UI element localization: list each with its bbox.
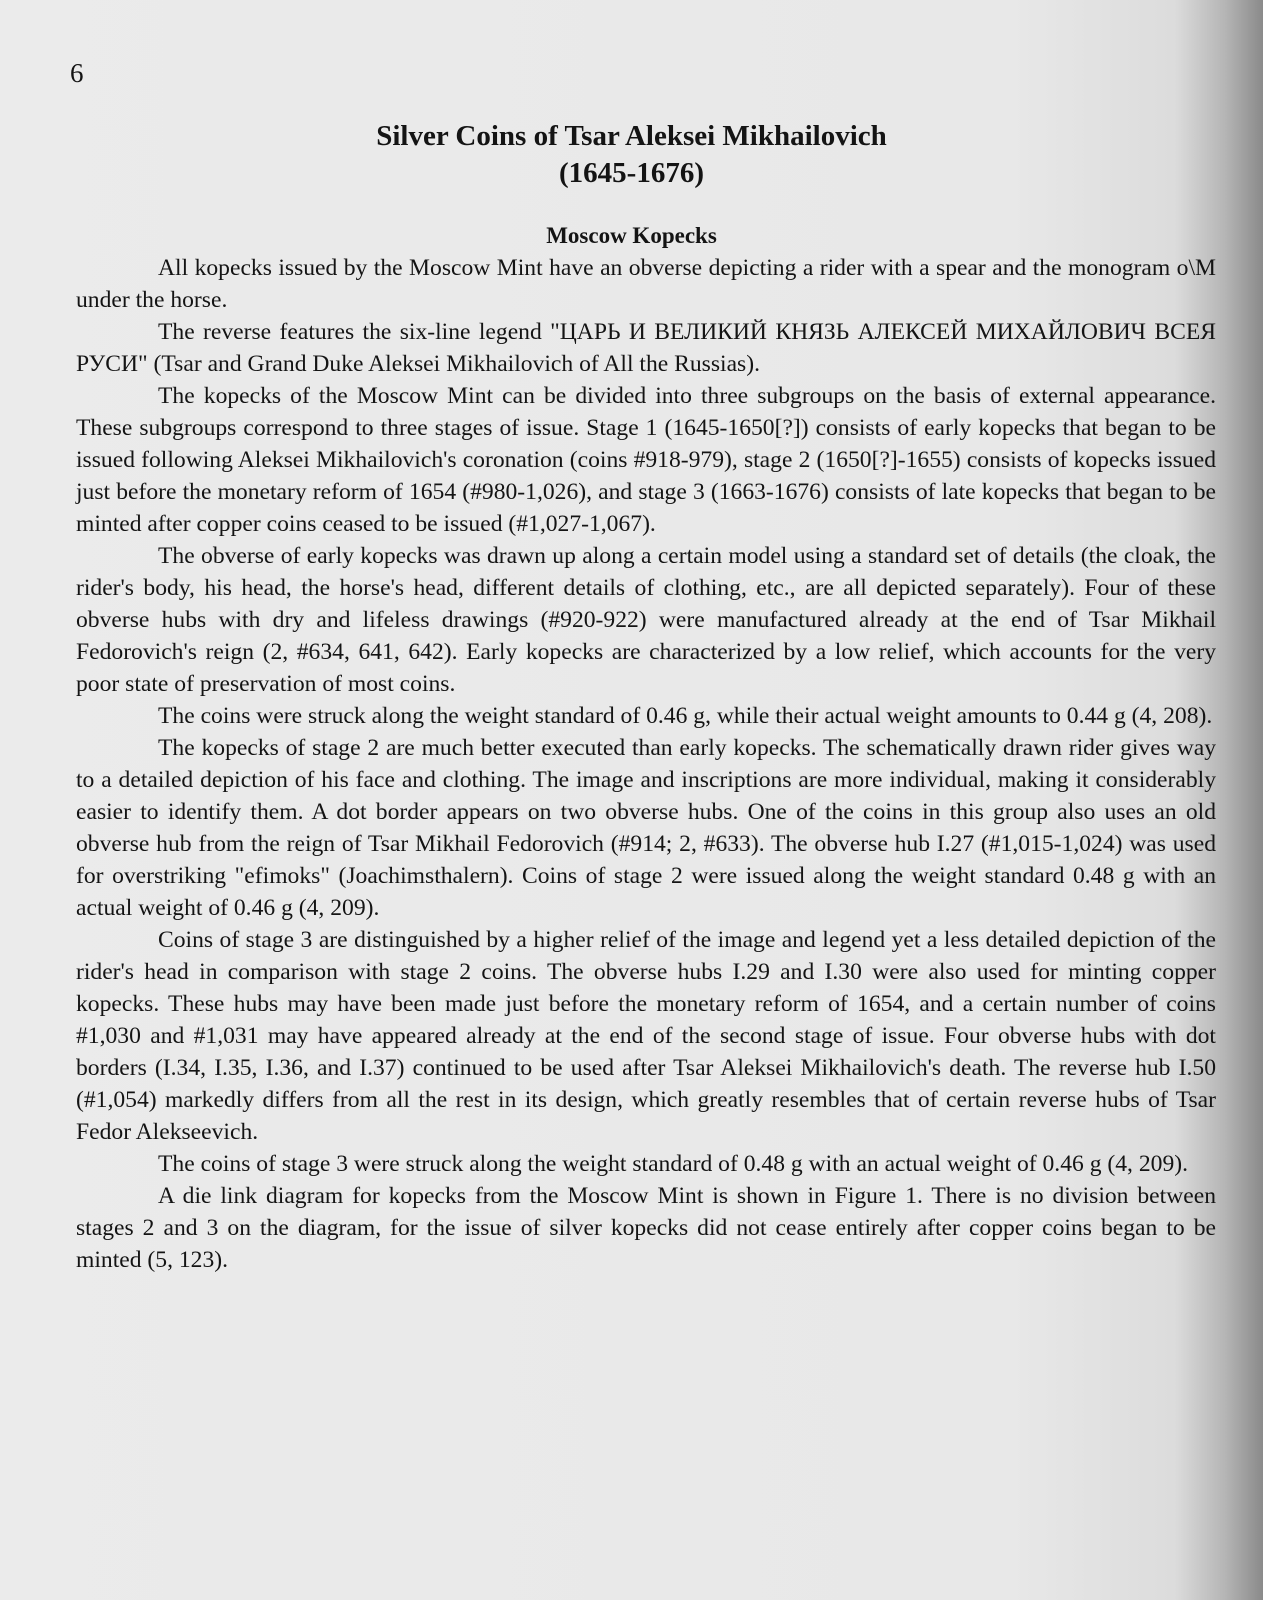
- paragraph-4: The obverse of early kopecks was drawn up along a certain model using a standard set of details (the cloak, the rider's body, his head, the horse's head, different details of clothing, etc., are all depicted separately). Four of these obverse hubs with dry and lifeless drawings (#920-922) were manufactured already at the end of Tsar Mikhail Fedorovich's reign (2, #634, 641, 642). Early kopecks are characterized by a low relief, which accounts for the very poor state of preservation of most coins.: [76, 543, 1216, 697]
- paragraph-1: All kopecks issued by the Moscow Mint have an obverse depicting a rider with a spear and the monogram o\M under the horse.: [76, 255, 1216, 313]
- body-text: [76, 252, 1216, 1276]
- page-number: 6: [70, 58, 84, 88]
- title-line-1: Silver Coins of Tsar Aleksei Mikhailovich: [376, 120, 887, 152]
- title-line-2: (1645-1676): [559, 157, 704, 189]
- paragraph-9: A die link diagram for kopecks from the Moscow Mint is shown in Figure 1. There is no division between stages 2 and 3 on the diagram, for the issue of silver kopecks did not cease entirely after copper coins began to be minted (5, 123).: [76, 1183, 1216, 1273]
- paragraph-8: The coins of stage 3 were struck along the weight standard of 0.48 g with an actual weight of 0.46 g (4, 209).: [158, 1151, 1188, 1177]
- paragraph-7: Coins of stage 3 are distinguished by a higher relief of the image and legend yet a less detailed depiction of the rider's head in comparison with stage 2 coins. The obverse hubs I.29 and I.30 were also used for minting copper kopecks. These hubs may have been made just before the monetary reform of 1654, and a certain number of coins #1,030 and #1,031 may have appeared already at the end of the second stage of issue. Four obverse hubs with dot borders (I.34, I.35, I.36, and I.37) continued to be used after Tsar Aleksei Mikhailovich's death. The reverse hub I.50 (#1,054) markedly differs from all the rest in its design, which greatly resembles that of certain reverse hubs of Tsar Fedor Alekseevich.: [76, 927, 1216, 1145]
- paragraph-3: The kopecks of the Moscow Mint can be divided into three subgroups on the basis of external appearance. These subgroups correspond to three stages of issue. Stage 1 (1645-1650[?]) consists of early kopecks that began to be issued following Aleksei Mikhailovich's coronation (coins #918-979), stage 2 (1650[?]-1655) consists of kopecks issued just before the monetary reform of 1654 (#980-1,026), and stage 3 (1663-1676) consists of late kopecks that began to be minted after copper coins ceased to be issued (#1,027-1,067).: [76, 383, 1216, 537]
- paragraph-5: The coins were struck along the weight standard of 0.46 g, while their actual weight amounts to 0.44 g (4, 208).: [158, 703, 1213, 729]
- paragraph-2: The reverse features the six-line legend "ЦАРЬ И ВЕЛИКИЙ КНЯЗЬ АЛЕКСЕЙ МИХАЙЛОВИЧ ВСЕЯ РУСИ" (Tsar and Grand Duke Aleksei Mikhailovich of All the Russias).: [76, 319, 1216, 377]
- paragraph-6: The kopecks of stage 2 are much better executed than early kopecks. The schematically drawn rider gives way to a detailed depiction of his face and clothing. The image and inscriptions are more individual, making it considerably easier to identify them. A dot border appears on two obverse hubs. One of the coins in this group also uses an old obverse hub from the reign of Tsar Mikhail Fedorovich (#914; 2, #633). The obverse hub I.27 (#1,015-1,024) was used for overstriking "efimoks" (Joachimsthalern). Coins of stage 2 were issued along the weight standard 0.48 g with an actual weight of 0.46 g (4, 209).: [76, 735, 1216, 921]
- page-title: [0, 118, 1263, 192]
- section-heading: Moscow Kopecks: [546, 223, 717, 248]
